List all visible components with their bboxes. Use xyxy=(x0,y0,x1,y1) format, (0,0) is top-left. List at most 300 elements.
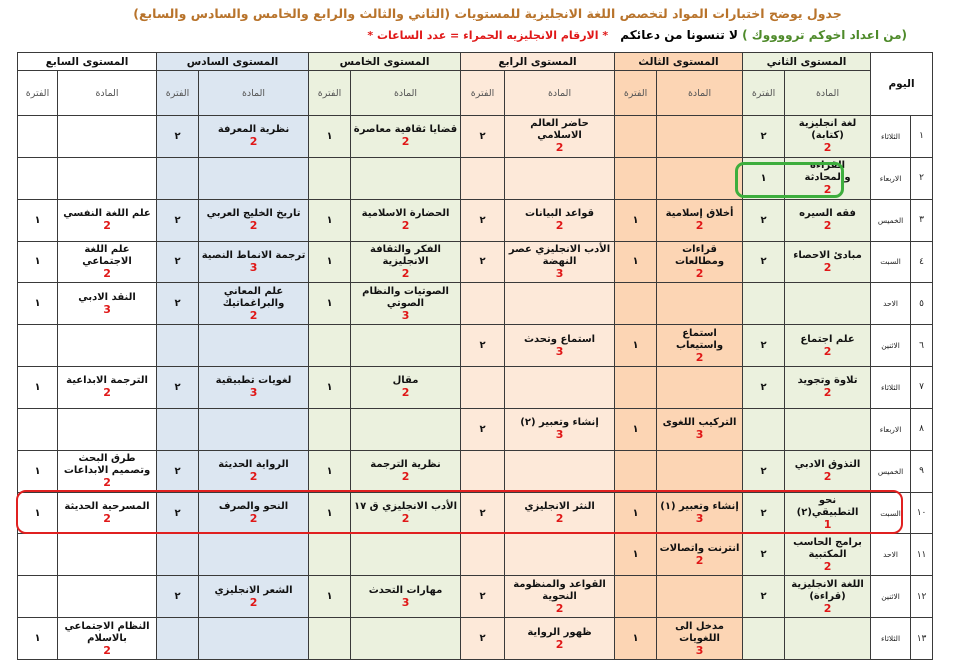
row-number: ٨ xyxy=(911,408,933,450)
hours-count: 2 xyxy=(555,141,564,155)
period-cell: ٢ xyxy=(157,116,199,158)
period-cell: ١ xyxy=(309,450,351,492)
subject-cell xyxy=(505,492,615,534)
subject-cell xyxy=(657,157,743,199)
period-cell xyxy=(743,408,785,450)
subject-name: استماع وتحدث xyxy=(523,333,596,345)
day-name: السبت xyxy=(871,492,911,534)
subject-cell xyxy=(58,492,157,534)
period-cell: ٢ xyxy=(461,408,505,450)
period-cell: ١ xyxy=(615,534,657,576)
period-cell: ٢ xyxy=(743,367,785,409)
day-name: الخميس xyxy=(871,450,911,492)
subject-cell xyxy=(505,576,615,618)
subject-cell xyxy=(199,534,309,576)
period-cell xyxy=(309,534,351,576)
subject-name: الترجمة الابداعية xyxy=(66,375,148,387)
subject-name: انترنت واتصالات xyxy=(659,542,740,554)
subject-cell xyxy=(785,534,871,576)
subject-cell xyxy=(351,241,461,283)
subject-name: علم المعاني والبراغماتيك xyxy=(222,285,285,309)
hours-count: 2 xyxy=(249,219,258,233)
period-cell xyxy=(743,283,785,325)
hours-count: 2 xyxy=(695,219,704,233)
subject-cell xyxy=(657,450,743,492)
subject-cell xyxy=(657,241,743,283)
period-cell: ٢ xyxy=(461,492,505,534)
period-cell: ١ xyxy=(18,450,58,492)
hours-count: 2 xyxy=(555,219,564,233)
subject-header: المادة xyxy=(505,71,615,116)
subject-name: تاريخ الخليج العربي xyxy=(206,208,301,220)
period-cell: ٢ xyxy=(157,199,199,241)
subject-name: طرق البحث وتصميم الابداعات xyxy=(63,453,151,477)
level-7-header: المستوى السابع xyxy=(18,53,157,71)
subject-name: النحو والصرف xyxy=(218,501,289,513)
day-column-header: اليوم xyxy=(871,53,933,116)
table-row xyxy=(18,576,933,618)
table-row xyxy=(18,241,933,283)
period-cell xyxy=(18,325,58,367)
subject-name: مبادئ الاحصاء xyxy=(793,249,862,261)
hours-count: 2 xyxy=(249,308,258,322)
period-cell xyxy=(615,283,657,325)
subject-cell xyxy=(505,116,615,158)
table-row xyxy=(18,492,933,534)
subject-cell xyxy=(657,116,743,158)
period-cell xyxy=(461,283,505,325)
subject-cell xyxy=(785,618,871,660)
subject-cell xyxy=(657,618,743,660)
subject-name: علم اللغة الاجتماعي xyxy=(82,243,132,267)
subject-cell xyxy=(58,576,157,618)
level-4-header: المستوى الرابع xyxy=(461,53,615,71)
subject-cell xyxy=(785,116,871,158)
period-cell: ١ xyxy=(309,576,351,618)
subject-cell xyxy=(199,408,309,450)
period-cell xyxy=(309,157,351,199)
period-cell xyxy=(615,157,657,199)
period-cell: ٢ xyxy=(743,116,785,158)
subject-cell xyxy=(785,576,871,618)
row-number: ١١ xyxy=(911,534,933,576)
period-cell xyxy=(157,618,199,660)
subject-cell xyxy=(785,450,871,492)
table-row xyxy=(18,534,933,576)
period-cell: ١ xyxy=(309,367,351,409)
subject-cell xyxy=(199,492,309,534)
subject-name: حاضر العالم الاسلامي xyxy=(530,118,589,142)
subject-name: النظام الاجتماعي بالاسلام xyxy=(64,620,150,644)
subject-cell xyxy=(785,241,871,283)
day-name: الاحد xyxy=(871,534,911,576)
hours-count: 2 xyxy=(103,643,111,657)
subject-name: الصوتيات والنظام الصوتي xyxy=(362,285,449,309)
period-cell: ١ xyxy=(743,157,785,199)
period-cell xyxy=(615,116,657,158)
hours-count: 2 xyxy=(695,350,704,364)
hours-count: 2 xyxy=(401,512,410,526)
table-row xyxy=(18,325,933,367)
subject-name: التذوق الادبي xyxy=(794,459,861,471)
hours-count: 2 xyxy=(823,219,832,233)
period-cell: ١ xyxy=(18,283,58,325)
level-2-header: المستوى الثاني xyxy=(743,53,871,71)
subject-name: النقد الادبي xyxy=(78,291,136,303)
row-number: ٧ xyxy=(911,367,933,409)
table-row xyxy=(18,157,933,199)
day-name: الاثنين xyxy=(871,325,911,367)
period-cell: ١ xyxy=(18,618,58,660)
period-cell: ٢ xyxy=(461,116,505,158)
subject-name: إنشاء وتعبير (٢) xyxy=(520,417,599,429)
hours-count: 3 xyxy=(249,386,258,400)
subject-name: مقال xyxy=(392,375,419,387)
subject-header: المادة xyxy=(199,71,309,116)
subject-name: النثر الانجليزي xyxy=(524,501,595,513)
hours-count: 2 xyxy=(823,344,832,358)
table-row xyxy=(18,116,933,158)
period-cell xyxy=(309,408,351,450)
subject-cell xyxy=(58,199,157,241)
period-cell: ٢ xyxy=(461,576,505,618)
subtitle-line xyxy=(367,28,907,42)
row-number: ٥ xyxy=(911,283,933,325)
subject-name: ظهور الرواية xyxy=(527,626,592,638)
subject-name: لغة انجليزية (كتابة) xyxy=(798,118,857,142)
hours-count: 2 xyxy=(103,476,111,490)
hours-count: 2 xyxy=(401,135,410,149)
period-cell: ٢ xyxy=(743,576,785,618)
period-cell: ٢ xyxy=(461,241,505,283)
subject-cell xyxy=(657,325,743,367)
subject-cell xyxy=(351,492,461,534)
period-cell xyxy=(157,157,199,199)
day-name: الاثنين xyxy=(871,576,911,618)
hours-count: 2 xyxy=(401,219,410,233)
period-cell: ١ xyxy=(309,241,351,283)
period-cell: ٢ xyxy=(157,492,199,534)
page-title: جدول يوضح اختبارات المواد لتخصص اللغة الانجليزية للمستويات (الثاني والثالث والرابع والخامس والسادس والسابع) xyxy=(133,6,842,21)
subject-name: التركيب اللغوى xyxy=(662,417,737,429)
subject-cell xyxy=(58,241,157,283)
subject-cell xyxy=(58,283,157,325)
hours-count: 2 xyxy=(249,512,258,526)
period-cell: ١ xyxy=(18,492,58,534)
subject-cell xyxy=(785,199,871,241)
subject-cell xyxy=(505,199,615,241)
subject-cell xyxy=(351,618,461,660)
subject-header: المادة xyxy=(351,71,461,116)
subject-name: مدخل الى اللغويات xyxy=(675,620,724,644)
row-number: ١٢ xyxy=(911,576,933,618)
subject-name: الرواية الحديثة xyxy=(218,459,289,471)
hours-count: 1 xyxy=(823,518,832,532)
subject-name: القواعد والمنظومة النحوية xyxy=(513,578,606,602)
subject-cell xyxy=(199,241,309,283)
period-header: الفترة xyxy=(461,71,505,116)
period-cell: ١ xyxy=(309,116,351,158)
period-cell xyxy=(615,576,657,618)
subject-name: الأدب الانجليزي ق ١٧ xyxy=(353,501,458,513)
hours-count: 3 xyxy=(555,428,564,442)
subject-cell xyxy=(351,325,461,367)
subject-cell xyxy=(505,534,615,576)
table-row xyxy=(18,450,933,492)
hours-count: 2 xyxy=(249,470,258,484)
subject-cell xyxy=(657,492,743,534)
level-6-header: المستوى السادس xyxy=(157,53,309,71)
hours-count: 2 xyxy=(401,386,410,400)
period-cell: ٢ xyxy=(157,576,199,618)
period-cell xyxy=(615,367,657,409)
subject-cell xyxy=(505,367,615,409)
level-5-header: المستوى الخامس xyxy=(309,53,461,71)
hours-count: 2 xyxy=(823,183,832,197)
table-row xyxy=(18,367,933,409)
period-cell: ١ xyxy=(18,241,58,283)
hours-count: 2 xyxy=(823,141,832,155)
subject-name: تلاوة وتجويد xyxy=(797,375,858,387)
table-row xyxy=(18,283,933,325)
period-cell: ١ xyxy=(615,325,657,367)
subject-cell xyxy=(785,367,871,409)
hours-count: 2 xyxy=(555,601,564,615)
hours-count: 3 xyxy=(695,512,704,526)
period-header: الفترة xyxy=(18,71,58,116)
period-cell xyxy=(461,157,505,199)
row-number: ١ xyxy=(911,116,933,158)
subject-name: نظرية المعرفة xyxy=(217,124,290,136)
period-cell: ١ xyxy=(309,492,351,534)
exam-schedule-table xyxy=(17,52,933,660)
table-row xyxy=(18,199,933,241)
subject-cell xyxy=(58,450,157,492)
subject-cell xyxy=(58,618,157,660)
table-row xyxy=(18,618,933,660)
subject-cell xyxy=(785,283,871,325)
hours-count: 2 xyxy=(103,512,111,526)
hours-count: 2 xyxy=(555,512,564,526)
period-cell xyxy=(157,325,199,367)
subject-cell xyxy=(199,618,309,660)
subject-name: فقه السيره xyxy=(799,208,856,220)
period-cell xyxy=(157,534,199,576)
subject-cell xyxy=(199,576,309,618)
period-cell: ٢ xyxy=(743,199,785,241)
period-cell: ٢ xyxy=(157,450,199,492)
subject-name: الحضارة الاسلامية xyxy=(361,208,450,220)
period-cell: ١ xyxy=(615,408,657,450)
period-header: الفترة xyxy=(157,71,199,116)
subject-cell xyxy=(199,157,309,199)
subject-cell xyxy=(785,408,871,450)
hours-count: 3 xyxy=(555,266,564,280)
period-cell: ٢ xyxy=(743,534,785,576)
period-cell: ١ xyxy=(615,492,657,534)
subject-name: قواعد البيانات xyxy=(525,208,595,220)
subject-cell xyxy=(785,157,871,199)
subject-cell xyxy=(58,408,157,450)
subject-cell xyxy=(505,241,615,283)
subject-cell xyxy=(58,157,157,199)
day-name: الاربعاء xyxy=(871,157,911,199)
subject-name: ترجمة الانماط النصية xyxy=(201,249,306,261)
hours-count: 3 xyxy=(401,308,410,322)
period-cell xyxy=(743,618,785,660)
subject-cell xyxy=(351,116,461,158)
hours-count: 2 xyxy=(555,637,564,651)
period-cell: ٢ xyxy=(157,283,199,325)
row-number: ٦ xyxy=(911,325,933,367)
period-cell: ٢ xyxy=(743,492,785,534)
period-cell: ٢ xyxy=(743,325,785,367)
subject-cell xyxy=(657,576,743,618)
row-number: ٢ xyxy=(911,157,933,199)
subject-cell xyxy=(657,283,743,325)
subject-cell xyxy=(657,408,743,450)
subject-cell xyxy=(785,325,871,367)
day-name: الخميس xyxy=(871,199,911,241)
hours-count: 3 xyxy=(249,260,258,274)
period-cell xyxy=(461,367,505,409)
subject-name: برامج الحاسب المكتبية xyxy=(793,536,862,560)
subject-name: الفكر والثقافة الانجليزية xyxy=(370,243,441,267)
period-cell: ١ xyxy=(615,618,657,660)
period-cell xyxy=(615,450,657,492)
subject-cell xyxy=(505,408,615,450)
period-header: الفترة xyxy=(309,71,351,116)
subject-cell xyxy=(199,325,309,367)
hours-count: 3 xyxy=(401,595,410,609)
row-number: ٩ xyxy=(911,450,933,492)
subject-name: استماع واستيعاب xyxy=(675,327,724,351)
hours-count: 2 xyxy=(103,386,111,400)
subject-name: الأدب الانجليزي عصر النهضة xyxy=(508,243,611,267)
period-cell: ٢ xyxy=(461,325,505,367)
hours-note: * الارقام الانجليزيه الحمراء = عدد الساعات * xyxy=(367,29,609,42)
subject-cell xyxy=(505,618,615,660)
subject-name: قراءات ومطالعات xyxy=(674,243,725,267)
hours-count: 2 xyxy=(823,601,832,615)
period-cell xyxy=(18,157,58,199)
subject-name: الشعر الانجليزي xyxy=(214,584,293,596)
subject-cell xyxy=(657,534,743,576)
subject-name: علم اجتماع xyxy=(800,333,855,345)
subject-name: إنشاء وتعبير (١) xyxy=(660,501,739,513)
period-cell: ١ xyxy=(309,199,351,241)
period-cell xyxy=(18,534,58,576)
table-row xyxy=(18,408,933,450)
period-cell: ٢ xyxy=(157,367,199,409)
hours-count: 2 xyxy=(823,559,832,573)
hours-count: 2 xyxy=(823,470,832,484)
hours-count: 2 xyxy=(103,219,111,233)
hours-count: 2 xyxy=(823,260,832,274)
subject-name: نظرية الترجمة xyxy=(370,459,441,471)
period-cell: ٢ xyxy=(461,618,505,660)
subject-header: المادة xyxy=(785,71,871,116)
subject-cell xyxy=(58,325,157,367)
subject-cell xyxy=(199,116,309,158)
period-cell: ٢ xyxy=(461,199,505,241)
period-cell: ١ xyxy=(18,199,58,241)
hours-count: 3 xyxy=(103,302,111,316)
period-cell: ٢ xyxy=(157,241,199,283)
period-cell xyxy=(309,618,351,660)
dua-text: لا تنسونا من دعائكم xyxy=(620,28,738,42)
hours-count: 2 xyxy=(823,386,832,400)
subject-name: القراءة والمحادثة xyxy=(804,160,851,184)
row-number: ١٣ xyxy=(911,618,933,660)
hours-count: 2 xyxy=(103,266,111,280)
subject-cell xyxy=(785,492,871,534)
period-cell: ١ xyxy=(615,241,657,283)
subject-name: علم اللغة النفسي xyxy=(63,208,151,220)
subject-cell xyxy=(351,576,461,618)
period-cell: ٢ xyxy=(743,241,785,283)
subject-cell xyxy=(58,116,157,158)
subject-name: لغويات تطبيقية xyxy=(215,375,292,387)
subject-cell xyxy=(351,157,461,199)
subject-cell xyxy=(351,450,461,492)
day-name: الاربعاء xyxy=(871,408,911,450)
day-name: السبت xyxy=(871,241,911,283)
day-name: الثلاثاء xyxy=(871,367,911,409)
period-cell xyxy=(18,576,58,618)
subject-name: المسرحية الحديثة xyxy=(64,501,150,513)
subject-header: المادة xyxy=(657,71,743,116)
hours-count: 2 xyxy=(401,266,410,280)
subject-cell xyxy=(58,534,157,576)
subject-header: المادة xyxy=(58,71,157,116)
period-cell xyxy=(157,408,199,450)
period-cell xyxy=(461,534,505,576)
period-cell: ١ xyxy=(615,199,657,241)
subject-name: مهارات التحدث xyxy=(368,584,443,596)
row-number: ١٠ xyxy=(911,492,933,534)
period-cell xyxy=(461,450,505,492)
hours-count: 3 xyxy=(695,643,704,657)
subject-name: نحو التطبيقي(٢) xyxy=(796,495,859,519)
subject-cell xyxy=(199,283,309,325)
period-cell xyxy=(18,116,58,158)
hours-count: 2 xyxy=(249,595,258,609)
subject-cell xyxy=(199,450,309,492)
hours-count: 2 xyxy=(695,553,704,567)
day-name: الاحد xyxy=(871,283,911,325)
subject-cell xyxy=(505,450,615,492)
subject-cell xyxy=(351,367,461,409)
author-credit: (من اعداد اخوكم ترووووك ) xyxy=(742,28,907,42)
subject-name: قضايا ثقافية معاصرة xyxy=(353,124,458,136)
subject-cell xyxy=(505,157,615,199)
period-cell: ٢ xyxy=(743,450,785,492)
subject-cell xyxy=(657,367,743,409)
day-name: الثلاثاء xyxy=(871,116,911,158)
period-cell xyxy=(309,325,351,367)
subject-cell xyxy=(505,325,615,367)
row-number: ٤ xyxy=(911,241,933,283)
subject-cell xyxy=(505,283,615,325)
subject-cell xyxy=(351,408,461,450)
period-cell xyxy=(18,408,58,450)
subject-cell xyxy=(657,199,743,241)
period-cell: ١ xyxy=(18,367,58,409)
subject-cell xyxy=(351,199,461,241)
hours-count: 3 xyxy=(695,428,704,442)
period-header: الفترة xyxy=(743,71,785,116)
